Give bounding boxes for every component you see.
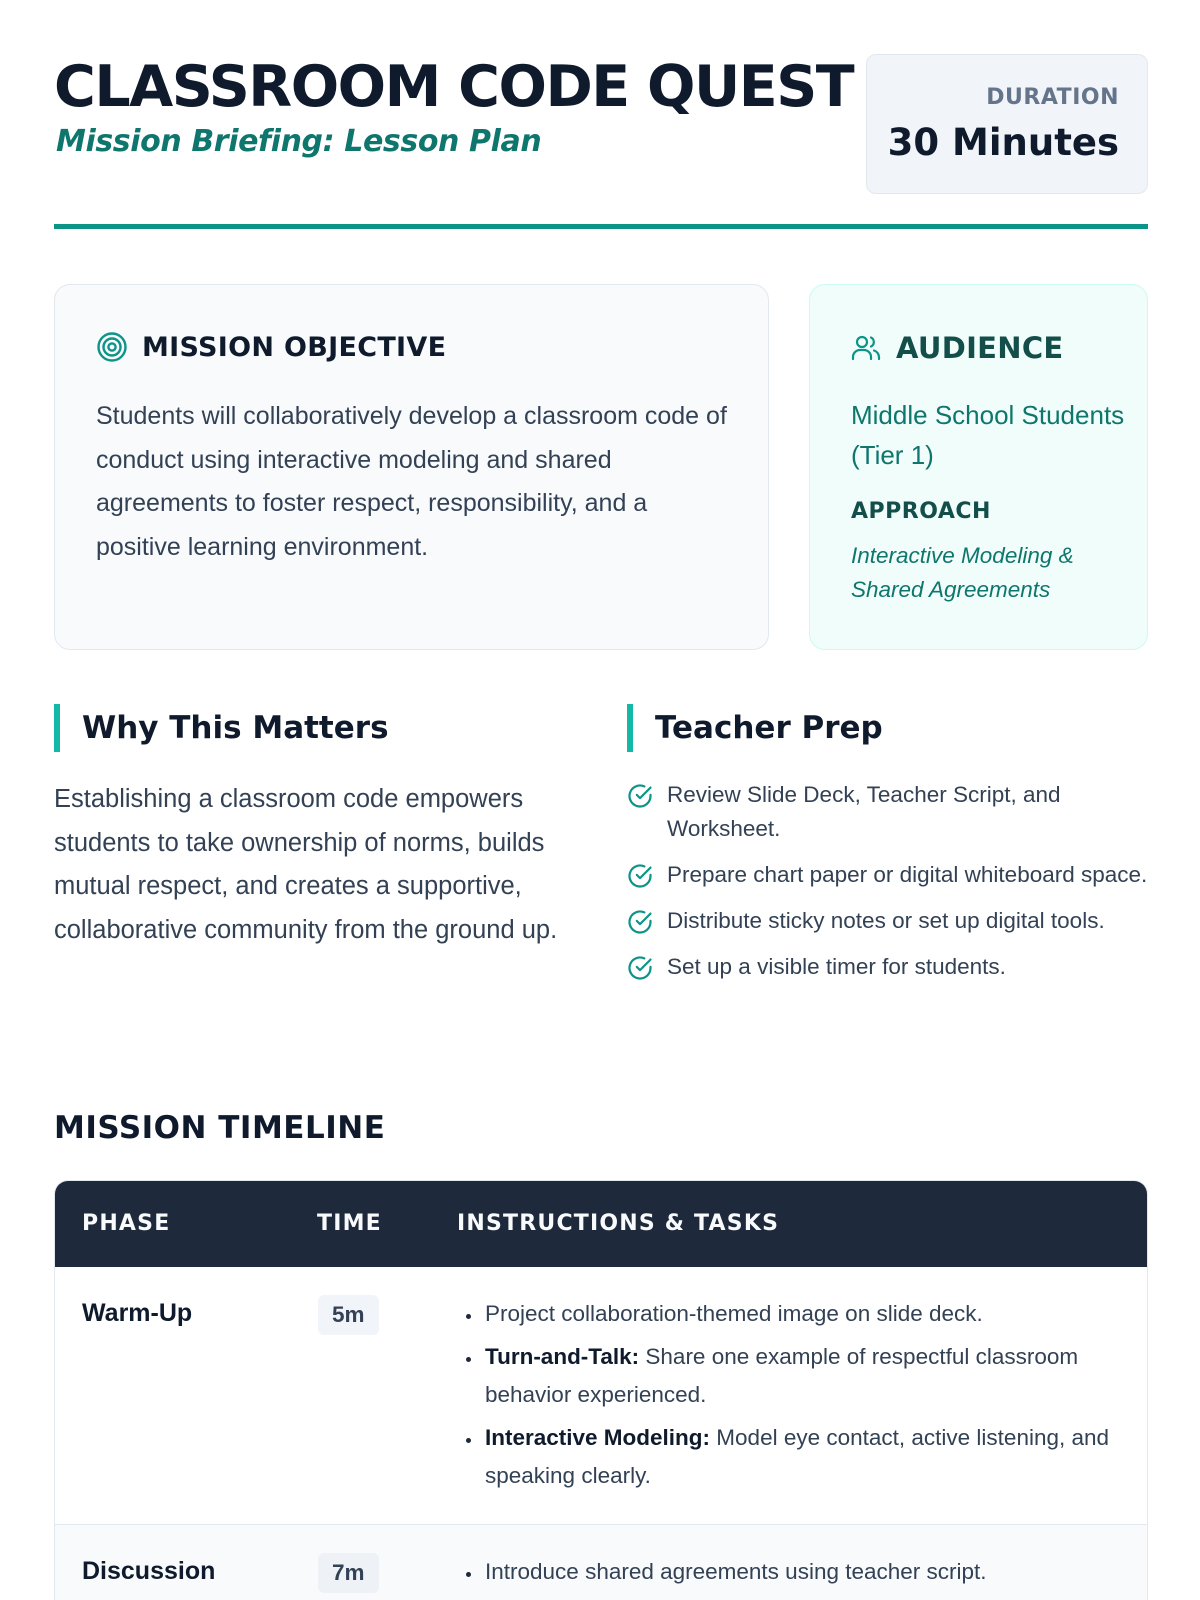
objective-heading-text: MISSION OBJECTIVE bbox=[142, 331, 447, 363]
table-row bbox=[55, 1267, 1148, 1525]
prep-item-text: Set up a visible timer for students. bbox=[667, 953, 1006, 979]
phase-cell: Warm-Up bbox=[82, 1299, 193, 1327]
prep-item-text: Distribute sticky notes or set up digital tools. bbox=[667, 907, 1105, 933]
objective-text: Students will collaboratively develop a classroom code of conduct using interactive modeling and shared agreements to foster respect, responsibility, and a positive learning environment. bbox=[96, 402, 727, 561]
prep-item-text: Review Slide Deck, Teacher Script, and Worksheet. bbox=[667, 782, 1061, 841]
page-header bbox=[54, 48, 1148, 198]
prep-item bbox=[627, 778, 1148, 845]
audience-card bbox=[809, 284, 1148, 650]
teacher-prep-list bbox=[627, 778, 1148, 996]
task-text: Model eye contact, active listening, and speaking clearly. bbox=[485, 1425, 1110, 1488]
page-title: CLASSROOM CODE QUEST bbox=[54, 54, 854, 120]
check-circle-icon bbox=[627, 955, 653, 981]
audience-heading bbox=[850, 331, 1064, 365]
approach-label: APPROACH bbox=[851, 499, 991, 524]
approach-value: Interactive Modeling & Shared Agreements bbox=[851, 543, 1074, 602]
check-circle-icon bbox=[627, 783, 653, 809]
duration-box bbox=[866, 54, 1148, 194]
check-circle-icon bbox=[627, 909, 653, 935]
audience-value: Middle School Students (Tier 1) bbox=[851, 400, 1125, 470]
task-item bbox=[483, 1419, 1123, 1495]
objective-heading bbox=[96, 331, 446, 363]
duration-label: DURATION bbox=[986, 85, 1119, 110]
time-badge: 5m bbox=[318, 1295, 379, 1335]
phase-cell: Discussion bbox=[82, 1557, 216, 1585]
teacher-prep-heading: Teacher Prep bbox=[627, 704, 883, 752]
mission-objective-card bbox=[54, 284, 769, 650]
table-row bbox=[55, 1525, 1148, 1600]
why-this-matters-text: Establishing a classroom code empowers students to take ownership of norms, builds mutual respect, and creates a supportive, collaborative community from the ground up. bbox=[54, 785, 558, 944]
mission-timeline-table bbox=[54, 1180, 1148, 1600]
prep-item bbox=[627, 950, 1148, 984]
task-text: Project collaboration-themed image on slide deck. bbox=[485, 1301, 983, 1326]
task-item bbox=[483, 1553, 1123, 1591]
check-circle-icon bbox=[627, 863, 653, 889]
table-header bbox=[55, 1181, 1148, 1267]
page-subtitle: Mission Briefing: Lesson Plan bbox=[56, 124, 542, 159]
column-header-phase: PHASE bbox=[82, 1211, 171, 1236]
prep-item-text: Prepare chart paper or digital whiteboard space. bbox=[667, 861, 1148, 887]
lesson-plan-page bbox=[54, 0, 1148, 1600]
target-icon bbox=[96, 331, 128, 363]
task-label: Interactive Modeling: bbox=[485, 1425, 711, 1450]
why-this-matters-heading: Why This Matters bbox=[54, 704, 389, 752]
task-list bbox=[483, 1295, 1123, 1500]
task-text: Introduce shared agreements using teacher script. bbox=[485, 1559, 987, 1584]
audience-heading-text: AUDIENCE bbox=[896, 331, 1064, 365]
time-badge: 7m bbox=[318, 1553, 379, 1593]
mission-timeline-title: MISSION TIMELINE bbox=[54, 1110, 386, 1146]
column-header-time: TIME bbox=[317, 1211, 382, 1236]
duration-value: 30 Minutes bbox=[887, 121, 1119, 164]
prep-item bbox=[627, 904, 1148, 938]
task-list bbox=[483, 1553, 1123, 1596]
task-item bbox=[483, 1295, 1123, 1333]
task-text: Share one example of respectful classroom behavior experienced. bbox=[485, 1344, 1079, 1407]
column-header-tasks: INSTRUCTIONS & TASKS bbox=[457, 1211, 780, 1236]
prep-item bbox=[627, 858, 1148, 892]
task-label: Turn-and-Talk: bbox=[485, 1344, 640, 1369]
users-icon bbox=[850, 332, 882, 364]
header-divider bbox=[54, 224, 1148, 229]
task-item bbox=[483, 1338, 1123, 1414]
